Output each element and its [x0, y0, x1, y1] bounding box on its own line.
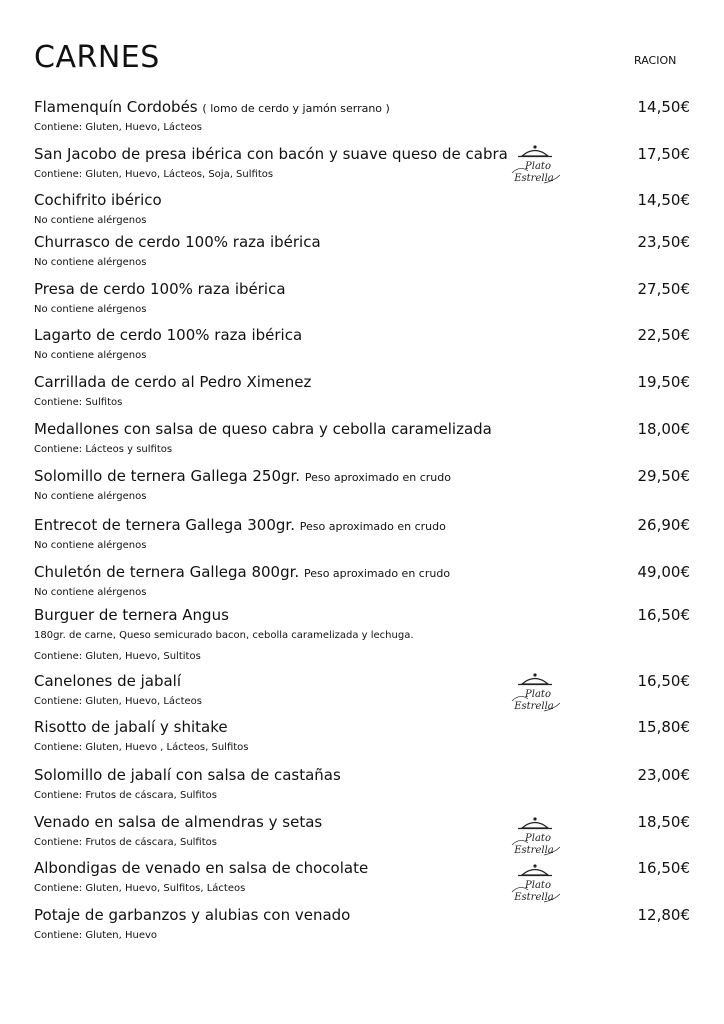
dish-name — [34, 420, 492, 438]
dish-price: 18,00€ — [637, 420, 690, 438]
dish-name-text: Carrillada de cerdo al Pedro Ximenez — [34, 373, 312, 391]
dish-name-text: Venado en salsa de almendras y setas — [34, 813, 323, 831]
dish-price: 22,50€ — [637, 326, 690, 344]
svg-text:Plato: Plato — [525, 833, 551, 844]
allergen-info: Contiene: Gluten, Huevo, Lácteos, Soja, Sulfitos — [34, 169, 274, 180]
allergen-info: Contiene: Frutos de cáscara, Sulfitos — [34, 790, 217, 801]
dish-price: 23,50€ — [637, 233, 690, 251]
allergen-info: No contiene alérgenos — [34, 304, 147, 315]
svg-text:Estrella: Estrella — [514, 892, 554, 903]
svg-text:Plato: Plato — [525, 689, 551, 700]
dish-name-text: Solomillo de jabalí con salsa de castañas — [34, 766, 341, 784]
dish-name-text: Cochifrito ibérico — [34, 191, 162, 209]
dish-name — [34, 233, 321, 251]
dish-name-text: Albondigas de venado en salsa de chocolate — [34, 859, 369, 877]
dish-price: 14,50€ — [637, 98, 690, 116]
dish-name-text: Entrecot de ternera Gallega 300gr. — [34, 516, 295, 534]
dish-name — [34, 672, 181, 690]
dish-price: 23,00€ — [637, 766, 690, 784]
dish-price: 49,00€ — [637, 563, 690, 581]
dish-name-text: San Jacobo de presa ibérica con bacón y suave queso de cabra — [34, 145, 508, 163]
price-column-header: RACION — [634, 54, 677, 67]
dish-note: Peso aproximado en crudo — [299, 520, 446, 533]
dish-name — [34, 145, 508, 163]
plato-estrella-badge — [500, 143, 570, 189]
allergen-info: No contiene alérgenos — [34, 587, 147, 598]
allergen-info: Contiene: Sulfitos — [34, 397, 123, 408]
dish-price: 15,80€ — [637, 718, 690, 736]
dish-name-text: Canelones de jabalí — [34, 672, 181, 690]
dish-name-text: Potaje de garbanzos y alubias con venado — [34, 906, 351, 924]
svg-text:Estrella: Estrella — [514, 845, 554, 856]
dish-name-text: Solomillo de ternera Gallega 250gr. — [34, 467, 301, 485]
dish-name — [34, 859, 368, 877]
allergen-info: Contiene: Gluten, Huevo, Sultitos — [34, 651, 201, 662]
dish-name-text: Burguer de ternera Angus — [34, 606, 229, 624]
svg-text:Plato: Plato — [525, 880, 551, 891]
dish-name — [34, 516, 446, 534]
dish-name — [34, 718, 228, 736]
dish-note: ( lomo de cerdo y jamón serrano ) — [202, 102, 390, 115]
plato-estrella-badge — [500, 671, 570, 717]
dish-name — [34, 766, 341, 784]
allergen-info: No contiene alérgenos — [34, 257, 147, 268]
dish-price: 12,80€ — [637, 906, 690, 924]
allergen-info: Contiene: Gluten, Huevo, Lácteos — [34, 696, 202, 707]
dish-name — [34, 467, 451, 485]
dish-name — [34, 280, 286, 298]
dish-name — [34, 373, 311, 391]
dish-description: 180gr. de carne, Queso semicurado bacon, cebolla caramelizada y lechuga. — [34, 630, 414, 641]
svg-text:Plato: Plato — [525, 161, 551, 172]
dish-name — [34, 813, 322, 831]
plato-estrella-badge — [500, 815, 570, 861]
dish-name — [34, 606, 229, 624]
allergen-info: Contiene: Frutos de cáscara, Sulfitos — [34, 837, 217, 848]
dish-note: Peso aproximado en crudo — [304, 471, 451, 484]
dish-name-text: Chuletón de ternera Gallega 800gr. — [34, 563, 300, 581]
allergen-info: Contiene: Gluten, Huevo , Lácteos, Sulfitos — [34, 742, 249, 753]
svg-text:Estrella: Estrella — [514, 701, 554, 712]
dish-name-text: Churrasco de cerdo 100% raza ibérica — [34, 233, 321, 251]
dish-price: 27,50€ — [637, 280, 690, 298]
dish-name — [34, 326, 302, 344]
allergen-info: Contiene: Gluten, Huevo — [34, 930, 158, 941]
allergen-info: No contiene alérgenos — [34, 540, 147, 551]
dish-name-text: Flamenquín Cordobés — [34, 98, 198, 116]
allergen-info: No contiene alérgenos — [34, 215, 147, 226]
dish-price: 18,50€ — [637, 813, 690, 831]
dish-price: 29,50€ — [637, 467, 690, 485]
dish-name-text: Presa de cerdo 100% raza ibérica — [34, 280, 286, 298]
dish-name — [34, 98, 390, 116]
dish-name-text: Medallones con salsa de queso cabra y cebolla caramelizada — [34, 420, 492, 438]
dish-name-text: Lagarto de cerdo 100% raza ibérica — [34, 326, 303, 344]
allergen-info: Contiene: Gluten, Huevo, Lácteos — [34, 122, 202, 133]
dish-price: 14,50€ — [637, 191, 690, 209]
dish-price: 19,50€ — [637, 373, 690, 391]
dish-name — [34, 191, 162, 209]
dish-price: 16,50€ — [637, 606, 690, 624]
dish-name — [34, 563, 450, 581]
dish-name — [34, 906, 350, 924]
dish-note: Peso aproximado en crudo — [303, 567, 451, 580]
page-title: CARNES — [34, 40, 160, 75]
allergen-info: No contiene alérgenos — [34, 491, 147, 502]
allergen-info: No contiene alérgenos — [34, 350, 147, 361]
svg-text:Estrella: Estrella — [514, 173, 554, 184]
plato-estrella-badge — [500, 862, 570, 908]
allergen-info: Contiene: Lácteos y sulfitos — [34, 444, 173, 455]
dish-price: 26,90€ — [637, 516, 690, 534]
dish-price: 17,50€ — [637, 145, 690, 163]
dish-price: 16,50€ — [637, 672, 690, 690]
allergen-info: Contiene: Gluten, Huevo, Sulfitos, Lácteos — [34, 883, 246, 894]
dish-price: 16,50€ — [637, 859, 690, 877]
dish-name-text: Risotto de jabalí y shitake — [34, 718, 228, 736]
